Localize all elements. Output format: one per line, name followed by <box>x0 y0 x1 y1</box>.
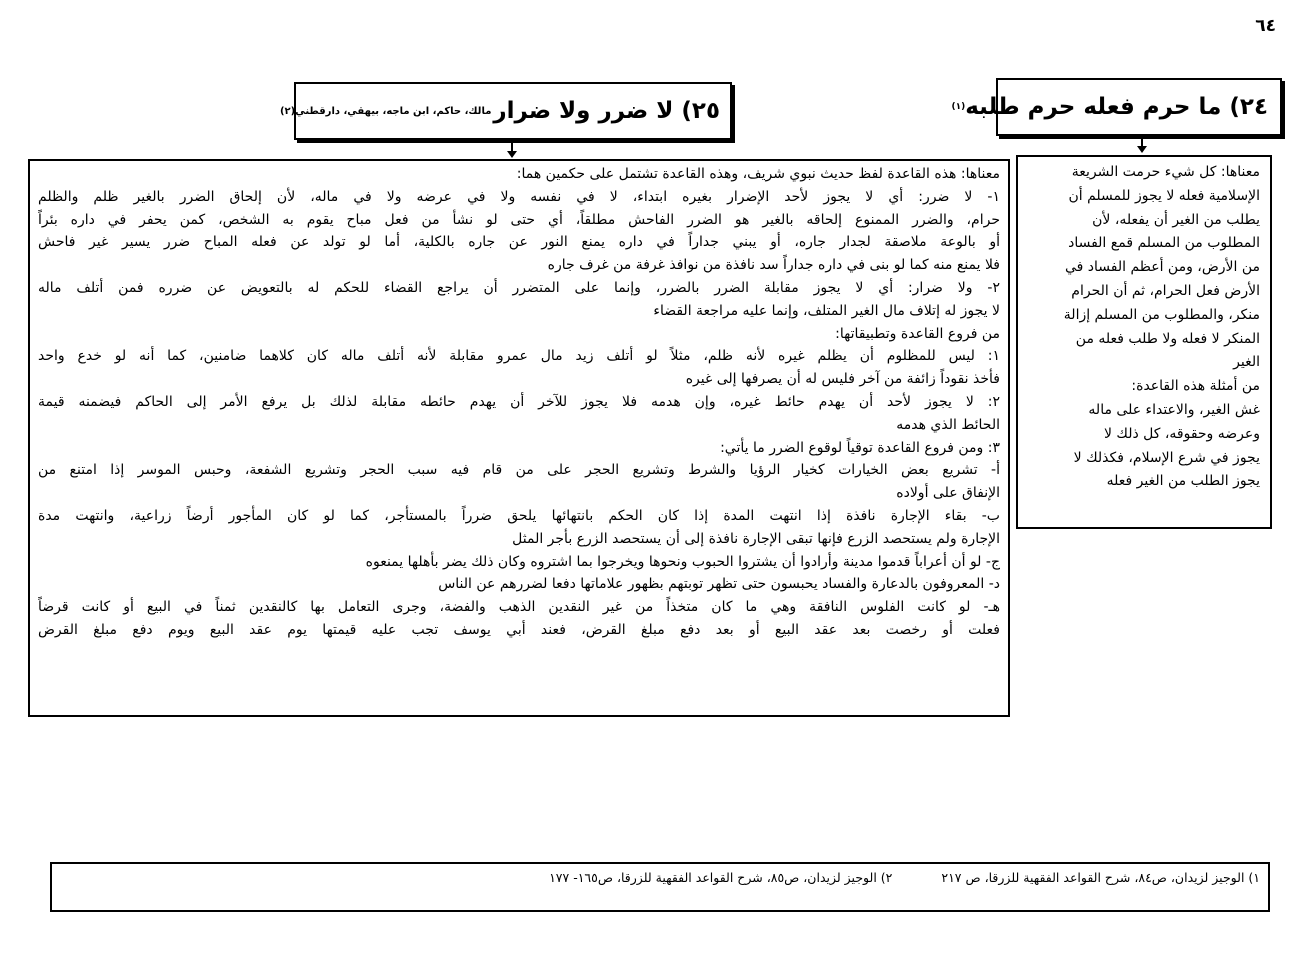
rule24-line: الغير <box>1233 354 1260 371</box>
rule25-title: ٢٥) لا ضرر ولا ضرار <box>493 98 720 124</box>
rule24-line: الإسلامية فعله لا يجوز للمسلم أن <box>1068 187 1260 204</box>
rule24-line: يطلب من الغير أن يفعله، لأن <box>1092 211 1260 228</box>
rule25-line: أ- تشريع بعض الخيارات كخيار الرؤيا والشرط وتشريع الحجر على من قام فيه سبب الحجر وتشريع الشفعة، وحبس الموسر إذا امتنع من <box>38 462 1000 479</box>
rule24-line: من أمثلة هذه القاعدة: <box>1131 378 1260 395</box>
rule24-line: معناها: كل شيء حرمت الشريعة <box>1071 164 1260 180</box>
rule25-line: من فروع القاعدة وتطبيقاتها: <box>835 325 1000 342</box>
rule25-line: الإجارة ولم يستحصد الزرع فإنها تبقى الإجارة نافذة إلى أن يستحصد الزرع بأجر المثل <box>512 530 1000 547</box>
rule24-line: المنكر لا فعله ولا طلب فعله من <box>1075 330 1260 347</box>
footnote-1: ١) الوجيز لزيدان، ص٨٤، شرح القواعد الفقهية للزرقا، ص ٢١٧ <box>941 870 1260 885</box>
rule24-note-ref: (١) <box>951 102 966 112</box>
footnote-2: ٢) الوجيز لزيدان، ص٨٥، شرح القواعد الفقهية للزرقا، ص١٦٥- ١٧٧ <box>549 870 893 885</box>
rule25-line: د- المعروفون بالدعارة والفساد يحبسون حتى تظهر توبتهم بظهور علاماتها دفعا لضررهم عن الناس <box>438 576 1000 593</box>
rule25-line: الإنفاق على أولاده <box>896 485 1000 502</box>
rule25-line: فأخذ نقوداً زائفة من آخر فليس له أن يصرفها إلى غيره <box>685 371 1000 388</box>
rule24-line: الأرض فعل الحرام، ثم أن الحرام <box>1071 282 1260 299</box>
rule24-line: من الأرض، ومن أعظم الفساد في <box>1064 259 1260 276</box>
rule24-line: يجوز في شرع الإسلام، فكذلك لا <box>1073 449 1260 466</box>
rule25-title-box <box>279 82 732 140</box>
rule24-body <box>1016 155 1272 529</box>
rule25-line: ٢- ولا ضرار: أي لا يجوز مقابلة الضرر بالضرر، وإنما على المتضرر أن يراجع القضاء للحكم له بالتعويض عن ضرره فمن أتلف ماله <box>38 279 1000 296</box>
rule25-line: الحائط الذي هدمه <box>896 416 1000 433</box>
rule25-line: حرام، والضرر الممنوع إلحاقه بالغير هو الضرر الفاحش مطلقاً، أي حتى لو نشأ من فعل مباح يقوم به الشخص، كمن يحفر في داره بئراً <box>38 211 1000 228</box>
rule25-line: أو بالوعة ملاصقة لجدار جاره، أو يبني جداراً في داره يمنع النور عن جاره بالكلية، أما لو تولد عن فعله المباح ضرر يسير غير فاحش <box>38 234 1000 251</box>
rule25-line: هـ- لو كانت الفلوس النافقة وهي ما كان متخذاً من غير النقدين الذهب والفضة، وجرى التعامل بها كالنقدين ثمناً في البيع أو كانت قرضاً <box>38 599 1000 616</box>
rule25-body <box>28 159 1010 717</box>
rule24-line: المطلوب من المسلم قمع الفساد <box>1068 235 1260 252</box>
rule25-line: ج- لو أن أعراباً قدموا مدينة وأرادوا أن يشتروا الحبوب ونحوها ويخرجوا بما اشتروه وكان ذلك يضر بأهلها يمنعوه <box>365 553 1000 570</box>
rule24-title-box <box>951 78 1282 136</box>
down-arrow-icon <box>1137 146 1147 153</box>
rule24-line: منكر، والمطلوب من المسلم إزالة <box>1063 306 1260 323</box>
rule24-line: وعرضه وحقوقه، كل ذلك لا <box>1103 425 1260 442</box>
rule24-line: يجوز الطلب من الغير فعله <box>1106 473 1260 490</box>
rule25-line: فعلت أو رخصت بعد عقد البيع أو بعد دفع مبلغ القرض، فعند أبي يوسف تجب عليه قيمتها يوم عقد البيع ويوم دفع مبلغ القرض <box>38 621 1000 638</box>
rule25-line: ٣: ومن فروع القاعدة توقياً لوقوع الضرر ما يأتي: <box>720 439 1000 456</box>
down-arrow-icon <box>507 151 517 158</box>
rule25-line: فلا يمنع منه كما لو بنى في داره جداراً سد نافذة من نوافذ غرفة من غرف جاره <box>547 257 1000 274</box>
rule25-line: ١- لا ضرر: أي لا يجوز لأحد الإضرار بغيره ابتداء، لا في نفسه ولا في عرضه ولا في ماله، لأن إلحاق الضرر بالغير ظلم والظلم <box>38 188 1000 205</box>
rule24-title: ٢٤) ما حرم فعله حرم طلبه <box>965 94 1268 120</box>
rule25-line: ٢: لا يجوز لأحد أن يهدم حائط غيره، وإن هدمه فلا يجوز للآخر أن يهدم حائطه مقابلة لذلك بل يرفع الأمر إلى الحاكم فيضمنه قيمة <box>38 393 1000 410</box>
rule25-line: لا يجوز له إتلاف مال الغير المتلف، وإنما عليه مراجعة القضاء <box>653 302 1000 319</box>
rule25-line: ١: ليس للمظلوم أن يظلم غيره لأنه ظلم، مثلاً لو أتلف زيد مال عمرو مقابلة لأنه أتلف ماله كان كلاهما ضامنين، كما أنه لو خدع واحد <box>38 348 1000 365</box>
footnotes-box <box>50 862 1270 912</box>
rule25-line: ب- بقاء الإجارة نافذة إذا انتهت المدة إذا كان الحكم بانتهائها يلحق ضرراً بالمستأجر، كما لو كان المأجور أرضاً زراعية، وانتهت مدة <box>38 507 1000 524</box>
rule24-line: غش الغير، والاعتداء على ماله <box>1088 401 1260 418</box>
rule25-sources: مالك، حاكم، ابن ماجه، بيهقي، دارقطني(٢) <box>279 105 492 117</box>
rule25-line: معناها: هذه القاعدة لفظ حديث نبوي شريف، وهذه القاعدة تشتمل على حكمين هما: <box>516 166 1000 182</box>
page-number: ٦٤ <box>1255 16 1276 36</box>
